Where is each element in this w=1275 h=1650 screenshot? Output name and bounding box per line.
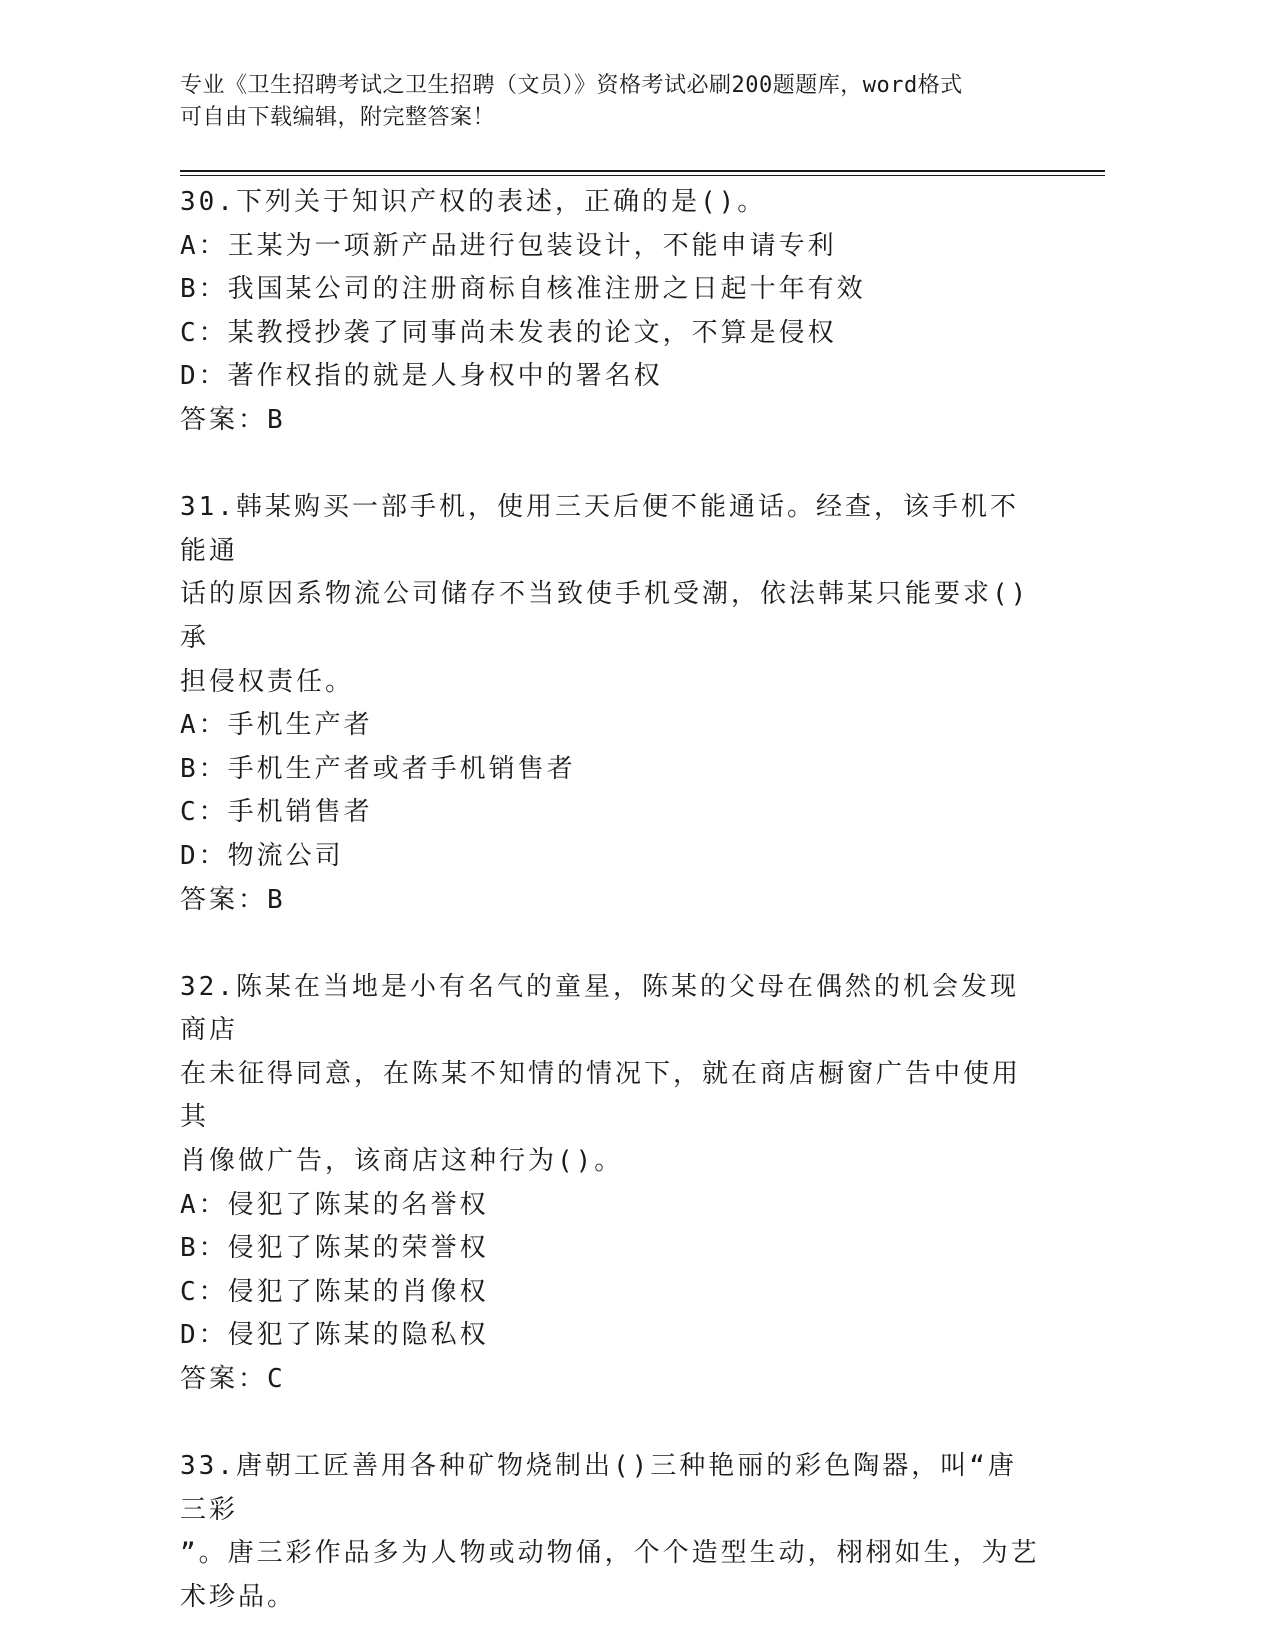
question-text-line: 话的原因系物流公司储存不当致使手机受潮，依法韩某只能要求()承	[180, 579, 1030, 653]
option-d: D：物流公司	[180, 840, 344, 871]
option-b: B：我国某公司的注册商标自核准注册之日起十年有效	[180, 274, 866, 305]
option-c: C：手机销售者	[180, 797, 373, 828]
question-31	[180, 486, 1040, 922]
question-text-line: 在未征得同意，在陈某不知情的情况下，就在商店橱窗广告中使用其	[180, 1058, 1022, 1133]
question-text-line: 术珍品。	[180, 1582, 297, 1612]
option-a: A：手机生产者	[180, 710, 373, 741]
option-c: C：某教授抄袭了同事尚未发表的论文，不算是侵权	[180, 317, 837, 348]
answer-line: 答案：C	[180, 1364, 286, 1395]
header-divider-thick	[180, 170, 1105, 172]
question-text-line: ”。唐三彩作品多为人物或动物俑，个个造型生动，栩栩如生，为艺	[180, 1538, 1040, 1569]
question-text-line: 担侵权责任。	[180, 666, 355, 697]
header-line-2: 可自由下载编辑，附完整答案！	[180, 105, 496, 130]
answer-line: 答案：B	[180, 404, 286, 435]
question-list	[180, 181, 1040, 1620]
option-c: C：侵犯了陈某的肖像权	[180, 1276, 489, 1307]
question-text-line: 33.唐朝工匠善用各种矿物烧制出()三种艳丽的彩色陶器，叫“唐三彩	[180, 1451, 1017, 1525]
header-line-1: 专业《卫生招聘考试之卫生招聘（文员）》资格考试必刷200题题库，word格式	[180, 73, 963, 98]
page-header	[180, 70, 1060, 134]
question-text-line: 31.韩某购买一部手机，使用三天后便不能通话。经查，该手机不能通	[180, 492, 1019, 566]
question-33	[180, 1445, 1040, 1619]
question-text-line: 32.陈某在当地是小有名气的童星，陈某的父母在偶然的机会发现商店	[180, 971, 1019, 1046]
option-d: D：侵犯了陈某的隐私权	[180, 1320, 489, 1351]
question-text-line: 30.下列关于知识产权的表述，正确的是()。	[180, 187, 767, 217]
option-b: B：手机生产者或者手机销售者	[180, 753, 576, 784]
question-30	[180, 181, 1040, 443]
header-divider-thin	[180, 175, 1105, 176]
question-32	[180, 966, 1040, 1402]
option-d: D：著作权指的就是人身权中的署名权	[180, 361, 663, 392]
option-b: B：侵犯了陈某的荣誉权	[180, 1233, 489, 1264]
question-text-line: 肖像做广告，该商店这种行为()。	[180, 1146, 624, 1177]
option-a: A：王某为一项新产品进行包装设计，不能申请专利	[180, 230, 837, 261]
option-a: A：侵犯了陈某的名誉权	[180, 1189, 489, 1220]
answer-line: 答案：B	[180, 884, 286, 915]
